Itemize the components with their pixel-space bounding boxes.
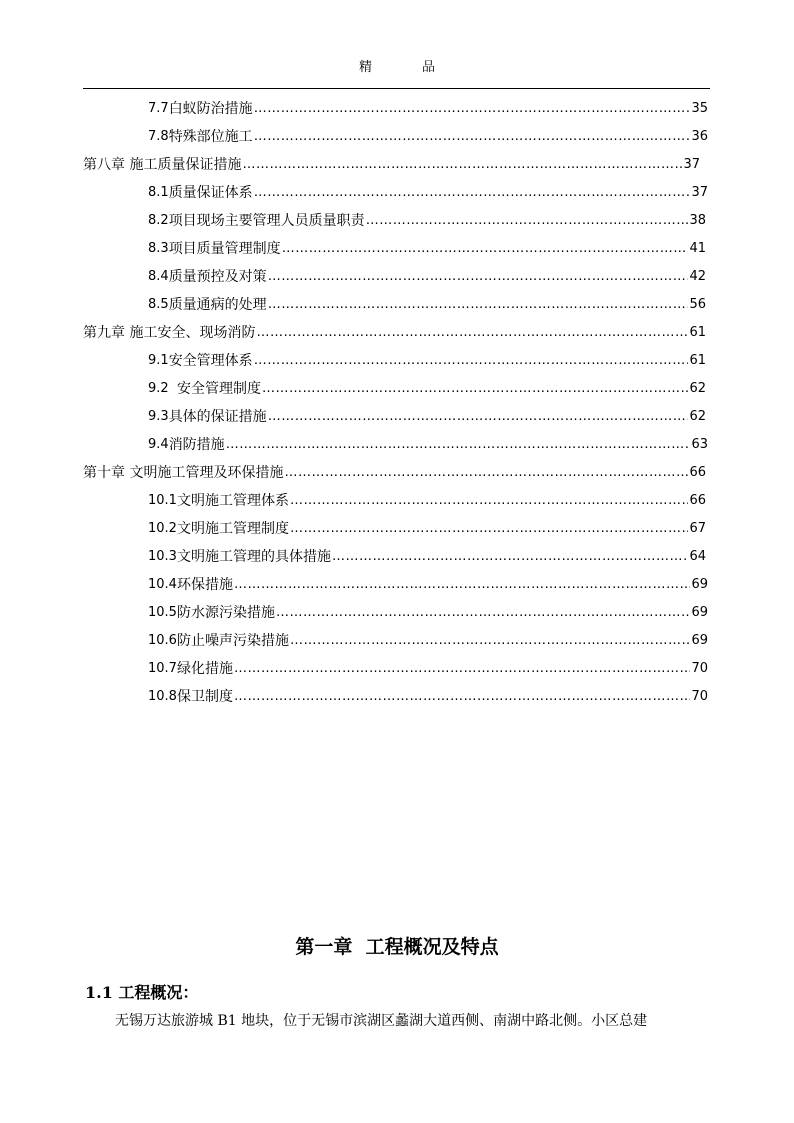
toc-leader-dots [226,437,691,452]
toc-entry[interactable] [148,487,706,513]
toc-entry-page: 66 [689,492,706,508]
toc-entry-title: 绿化措施 [176,661,233,677]
toc-entry-title: 文明施工管理制度 [176,521,289,537]
toc-entry-number: 9.4 [148,436,169,452]
toc-leader-dots [268,269,689,284]
toc-entry-title: 第九章 施工安全、现场消防 [83,325,256,341]
toc-entry[interactable] [148,263,706,289]
toc-entry-page: 64 [689,548,706,564]
toc-entry-title: 安全管理制度 [176,381,261,397]
toc-leader-dots [234,661,691,676]
toc-entry-number: 10.7 [148,660,177,676]
toc-entry-page: 62 [689,408,706,424]
toc-leader-dots [254,185,691,200]
header-rule [83,88,710,89]
toc-leader-dots [234,577,691,592]
toc-entry-page: 63 [691,436,708,452]
toc-entry[interactable] [148,431,708,457]
toc-entry-number: 10.1 [148,492,177,508]
toc-leader-dots [290,633,691,648]
toc-chapter-entry[interactable] [83,459,706,485]
toc-entry-page: 41 [689,240,706,256]
toc-entry-title: 第八章 施工质量保证措施 [83,157,242,173]
body-paragraph: 无锡万达旅游城 B1 地块，位于无锡市滨湖区蠡湖大道西侧、南湖中路北侧。小区总建 [115,1013,648,1029]
toc-entry-number: 8.4 [148,268,169,284]
toc-entry-number: 7.8 [148,128,169,144]
toc-entry-number: 10.5 [148,604,177,620]
toc-entry[interactable] [148,375,706,401]
toc-chapter-entry[interactable] [83,319,706,345]
toc-leader-dots [282,241,689,256]
toc-entry[interactable] [148,515,706,541]
toc-entry-title: 文明施工管理的具体措施 [176,549,331,565]
toc-entry-title: 质量保证体系 [168,185,253,201]
toc-entry[interactable] [148,543,706,569]
toc-entry[interactable] [148,207,706,233]
toc-leader-dots [262,381,689,396]
toc-entry-page: 69 [691,632,708,648]
toc-leader-dots [276,605,691,620]
toc-entry-title: 白蚁防治措施 [168,101,253,117]
toc-entry-title: 文明施工管理体系 [176,493,289,509]
toc-entry-title: 具体的保证措施 [168,409,267,425]
toc-entry-page: 36 [691,128,708,144]
toc-entry[interactable] [148,655,708,681]
toc-entry-page: 62 [689,380,706,396]
toc-entry[interactable] [148,683,708,709]
toc-entry[interactable] [148,627,708,653]
toc-entry-page: 42 [689,268,706,284]
header-right-char: 品 [422,60,436,75]
toc-leader-dots [234,689,691,704]
toc-entry-number: 10.2 [148,520,177,536]
toc-entry-page: 69 [691,604,708,620]
toc-entry-number: 10.6 [148,632,177,648]
toc-entry-title: 安全管理体系 [168,353,253,369]
toc-leader-dots [254,101,691,116]
toc-leader-dots [284,465,688,480]
toc-entry-title: 项目现场主要管理人员质量职责 [168,213,365,229]
toc-entry-number: 8.3 [148,240,169,256]
toc-entry[interactable] [148,599,708,625]
toc-entry-number: 8.2 [148,212,169,228]
toc-leader-dots [366,213,689,228]
toc-entry-number: 8.1 [148,184,169,200]
toc-entry-page: 66 [689,464,706,480]
toc-entry[interactable] [148,403,706,429]
toc-entry-number: 10.4 [148,576,177,592]
toc-leader-dots [254,129,691,144]
toc-entry-title: 第十章 文明施工管理及环保措施 [83,465,284,481]
toc-entry-page: 37 [691,184,708,200]
toc-entry-page: 70 [691,660,708,676]
toc-entry-title: 质量预控及对策 [168,269,267,285]
toc-entry-title: 防水源污染措施 [176,605,275,621]
toc-entry-title: 质量通病的处理 [168,297,267,313]
toc-entry[interactable] [148,179,708,205]
toc-entry-title: 防止噪声污染措施 [176,633,289,649]
toc-entry-number: 10.3 [148,548,177,564]
toc-entry-title: 特殊部位施工 [168,129,253,145]
toc-entry-page: 35 [691,100,708,116]
toc-leader-dots [332,549,689,564]
toc-leader-dots [290,521,689,536]
toc-chapter-entry[interactable] [83,151,700,177]
toc-entry-title: 项目质量管理制度 [168,241,281,257]
toc-entry-title: 保卫制度 [176,689,233,705]
toc-entry-page: 61 [689,324,706,340]
chapter-heading: 第一章 工程概况及特点 [295,936,499,958]
toc-leader-dots [242,157,682,172]
toc-entry-page: 38 [689,212,706,228]
toc-entry-page: 37 [683,156,700,172]
toc-entry-number: 9.2 [148,380,177,396]
toc-entry[interactable] [148,235,706,261]
toc-entry-number: 10.8 [148,688,177,704]
section-heading: 1.1 工程概况： [85,983,199,1002]
toc-entry[interactable] [148,123,708,149]
toc-leader-dots [290,493,689,508]
toc-entry-page: 56 [689,296,706,312]
header-left-char: 精 [358,60,372,75]
toc-entry-title: 消防措施 [168,437,225,453]
toc-entry-page: 61 [689,352,706,368]
toc-leader-dots [268,297,689,312]
page-header [0,56,794,75]
toc-entry-title: 环保措施 [176,577,233,593]
toc-entry-number: 9.1 [148,352,169,368]
toc-entry-page: 67 [689,520,706,536]
toc-entry-number: 9.3 [148,408,169,424]
toc-entry[interactable] [148,571,708,597]
toc-entry-number: 8.5 [148,296,169,312]
toc-leader-dots [256,325,688,340]
toc-entry[interactable] [148,95,708,121]
toc-entry[interactable] [148,291,706,317]
toc-entry-page: 70 [691,688,708,704]
toc-entry-page: 69 [691,576,708,592]
toc-entry-number: 7.7 [148,100,169,116]
toc-leader-dots [254,353,689,368]
toc-leader-dots [268,409,689,424]
toc-entry[interactable] [148,347,706,373]
